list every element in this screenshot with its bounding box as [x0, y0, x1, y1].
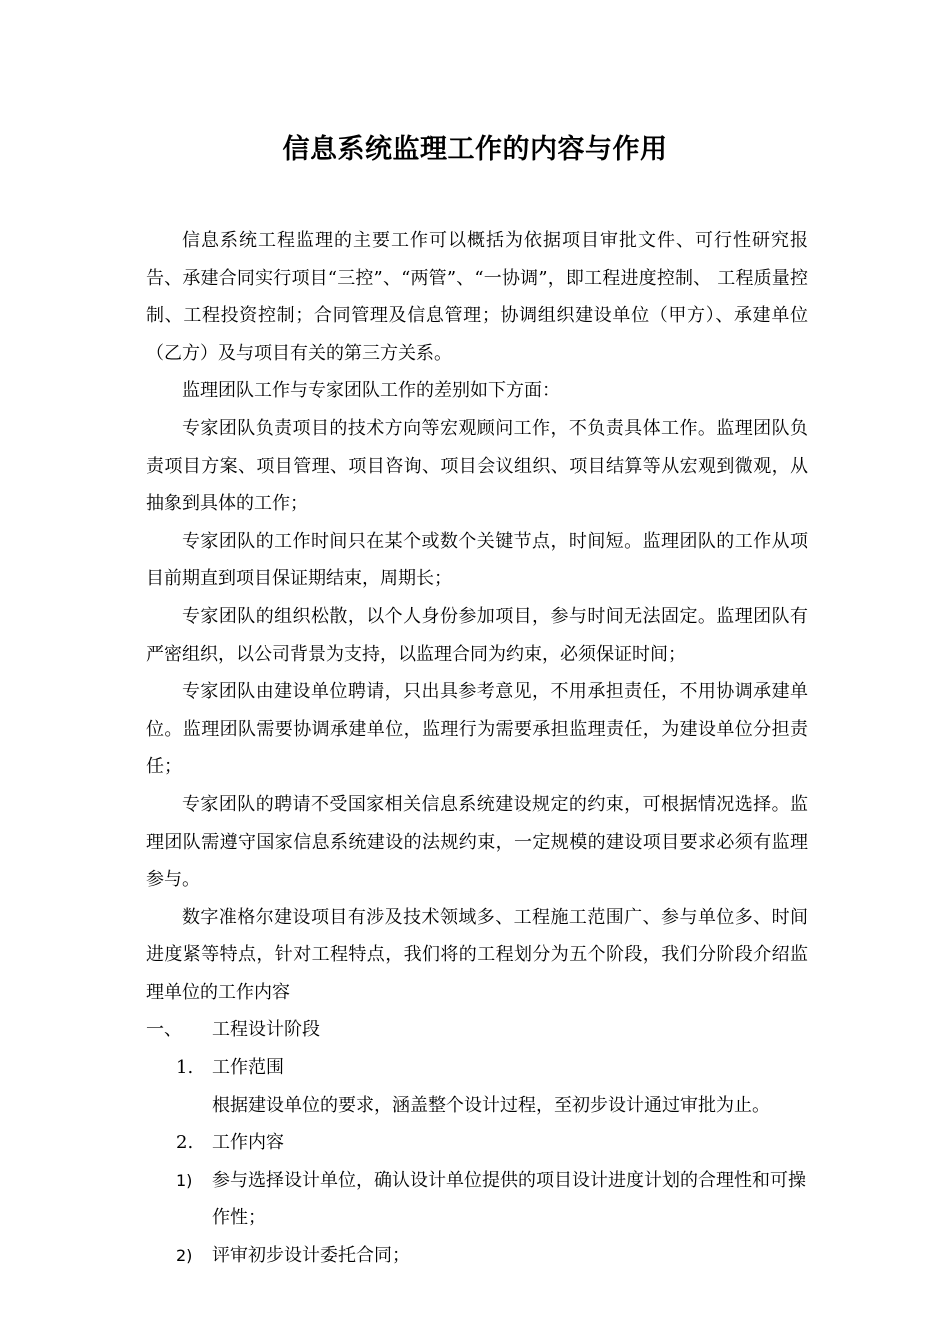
paragraph-difference-time: 专家团队的工作时间只在某个或数个关键节点，时间短。监理团队的工作从项目前期直到项目保证期结束，周期长；	[146, 530, 808, 590]
item-work-content	[146, 1124, 808, 1162]
sub-item-text: 评审初步设计委托合同；	[212, 1245, 410, 1267]
sub-item	[146, 1237, 808, 1275]
item-number: 2.	[176, 1132, 194, 1154]
section-label: 工程设计阶段	[212, 1019, 320, 1041]
item-label: 工作内容	[212, 1132, 284, 1154]
item-label: 工作范围	[212, 1057, 284, 1079]
item-work-scope-text: 根据建设单位的要求，涵盖整个设计过程，至初步设计通过审批为止。	[212, 1094, 770, 1116]
document-body	[146, 222, 808, 1275]
sub-item-number: 1)	[176, 1170, 193, 1190]
sub-item	[146, 1162, 808, 1237]
paragraph-difference-responsibility: 专家团队由建设单位聘请，只出具参考意见，不用承担责任，不用协调承建单位。监理团队需要协调承建单位，监理行为需要承担监理责任，为建设单位分担责任；	[146, 681, 808, 778]
paragraph-intro: 信息系统工程监理的主要工作可以概括为依据项目审批文件、可行性研究报告、承建合同实行项目“三控”、“两管”、“一协调”，即工程进度控制、 工程质量控制、工程投资控制；合同管理及信息管理；协调组织建设单位（甲方）、承建单位（乙方）及与项目有关的第三方关系。	[146, 230, 808, 364]
paragraph-difference-scope: 专家团队负责项目的技术方向等宏观顾问工作，不负责具体工作。监理团队负责项目方案、项目管理、项目咨询、项目会议组织、项目结算等从宏观到微观，从抽象到具体的工作；	[146, 417, 808, 515]
item-number: 1.	[176, 1057, 194, 1079]
section-heading	[146, 1011, 808, 1049]
paragraph-difference-regulation: 专家团队的聘请不受国家相关信息系统建设规定的约束，可根据情况选择。监理团队需遵守国家信息系统建设的法规约束，一定规模的建设项目要求必须有监理参与。	[146, 793, 808, 891]
section-number: 一、	[146, 1019, 182, 1041]
paragraph-project-stages: 数字准格尔建设项目有涉及技术领域多、工程施工范围广、参与单位多、时间进度紧等特点，针对工程特点，我们将的工程划分为五个阶段，我们分阶段介绍监理单位的工作内容	[146, 906, 808, 1003]
paragraph-difference-intro: 监理团队工作与专家团队工作的差别如下方面：	[182, 380, 560, 402]
item-work-scope	[146, 1049, 808, 1087]
document-title: 信息系统监理工作的内容与作用	[282, 134, 668, 165]
paragraph-difference-organization: 专家团队的组织松散，以个人身份参加项目，参与时间无法固定。监理团队有严密组织，以公司背景为支持，以监理合同为约束，必须保证时间；	[146, 605, 808, 665]
sub-item-text: 参与选择设计单位，确认设计单位提供的项目设计进度计划的合理性和可操作性；	[212, 1169, 806, 1229]
sub-item-number: 2)	[176, 1246, 193, 1266]
